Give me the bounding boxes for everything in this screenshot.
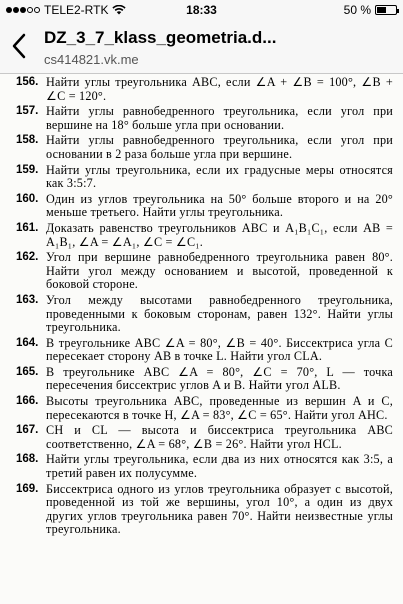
problem-item <box>16 335 393 364</box>
problem-number: 164. <box>16 336 39 349</box>
problem-number: 169. <box>16 482 39 495</box>
problem-text: Найти углы треугольника ABC, если ∠A + ∠B = 100°, ∠B + ∠C = 120°. <box>46 75 393 103</box>
problem-text: В треугольнике ABC ∠A = 80°, ∠C = 70°, L — точка пересечения биссектрис углов A и B. Найти угол ALB. <box>46 364 393 393</box>
problem-item <box>16 75 393 103</box>
problem-item <box>16 104 393 132</box>
problem-item <box>16 191 393 220</box>
problem-text: Один из углов треугольника на 50° больше второго и на 20° меньше третьего. Найти углы треугольника. <box>46 191 393 220</box>
problem-item <box>16 220 393 249</box>
problem-item <box>16 133 393 161</box>
problem-text: Доказать равенство треугольников ABC и A₁B₁C₁, если AB = A₁B₁, ∠A = ∠A₁, ∠C = ∠C₁. <box>46 220 393 249</box>
problem-item <box>16 452 393 481</box>
problem-number: 166. <box>16 395 39 408</box>
problem-text: Угол при вершине равнобедренного треугольника равен 80°. Найти угол между основанием и высотой, проведенной к боковой стороне. <box>46 250 393 292</box>
problem-text: CH и CL — высота и биссектриса треугольника ABC соответственно, ∠A = 68°, ∠B = 26°. Найти угол HCL. <box>46 423 393 451</box>
problem-text: Найти углы треугольника, если два из них относятся как 3:5, а третий равен их полусумме. <box>46 452 393 481</box>
problem-number: 167. <box>16 424 39 437</box>
battery-icon <box>375 5 397 15</box>
problem-item <box>16 423 393 451</box>
back-chevron-icon[interactable] <box>8 32 32 60</box>
problem-text: Найти углы равнобедренного треугольника, если угол при основании в 2 раза больше угла при вершине. <box>46 133 393 161</box>
problem-number: 161. <box>16 221 39 234</box>
clock: 18:33 <box>186 3 217 17</box>
problem-text: Найти углы равнобедренного треугольника, если угол при вершине на 18° больше угла при основании. <box>46 104 393 132</box>
problem-text: В треугольнике ABC ∠A = 80°, ∠B = 40°. Биссектриса угла C пересекает сторону AB в точке L. Найти угол CLA. <box>46 335 393 364</box>
document-source: cs414821.vk.me <box>44 52 139 67</box>
document-viewer[interactable] <box>0 74 403 604</box>
problem-number: 162. <box>16 251 39 264</box>
problem-item <box>16 394 393 422</box>
problem-text: Угол между высотами равнобедренного треугольника, проведенными к боковым сторонам, равен 132°. Найти углы треугольника. <box>46 292 393 335</box>
problem-item <box>16 364 393 393</box>
battery-level <box>377 7 386 13</box>
problem-list <box>0 74 403 537</box>
problem-number: 156. <box>16 76 39 88</box>
problem-text: Высоты треугольника ABC, проведенные из вершин A и C, пересекаются в точке H, ∠A = 83°, ∠C = 65°. Найти угол AHC. <box>46 394 393 422</box>
battery-percentage: 50 % <box>343 3 371 17</box>
problem-text: Найти углы треугольника, если их градусные меры относятся как 3:5:7. <box>46 162 393 191</box>
problem-number: 163. <box>16 293 39 306</box>
problem-number: 157. <box>16 105 39 118</box>
problem-item <box>16 250 393 292</box>
status-bar <box>0 0 403 20</box>
status-right <box>344 3 397 17</box>
carrier-name: TELE2-RTK <box>44 3 109 17</box>
problem-number: 165. <box>16 365 39 378</box>
problem-text: Биссектриса одного из углов треугольника образует с высотой, проведенной из той же вершины, угол 10°, а один из двух других углов треугольника равен 70°. Найти неизвестные углы треугольника. <box>46 481 393 537</box>
problem-item <box>16 292 393 335</box>
problem-number: 160. <box>16 192 39 205</box>
problem-number: 159. <box>16 163 39 176</box>
problem-item <box>16 481 393 537</box>
problem-number: 168. <box>16 453 39 466</box>
problem-item <box>16 162 393 191</box>
document-title: DZ_3_7_klass_geometria.d... <box>44 28 277 47</box>
navigation-bar <box>0 20 403 74</box>
problem-number: 158. <box>16 134 39 147</box>
